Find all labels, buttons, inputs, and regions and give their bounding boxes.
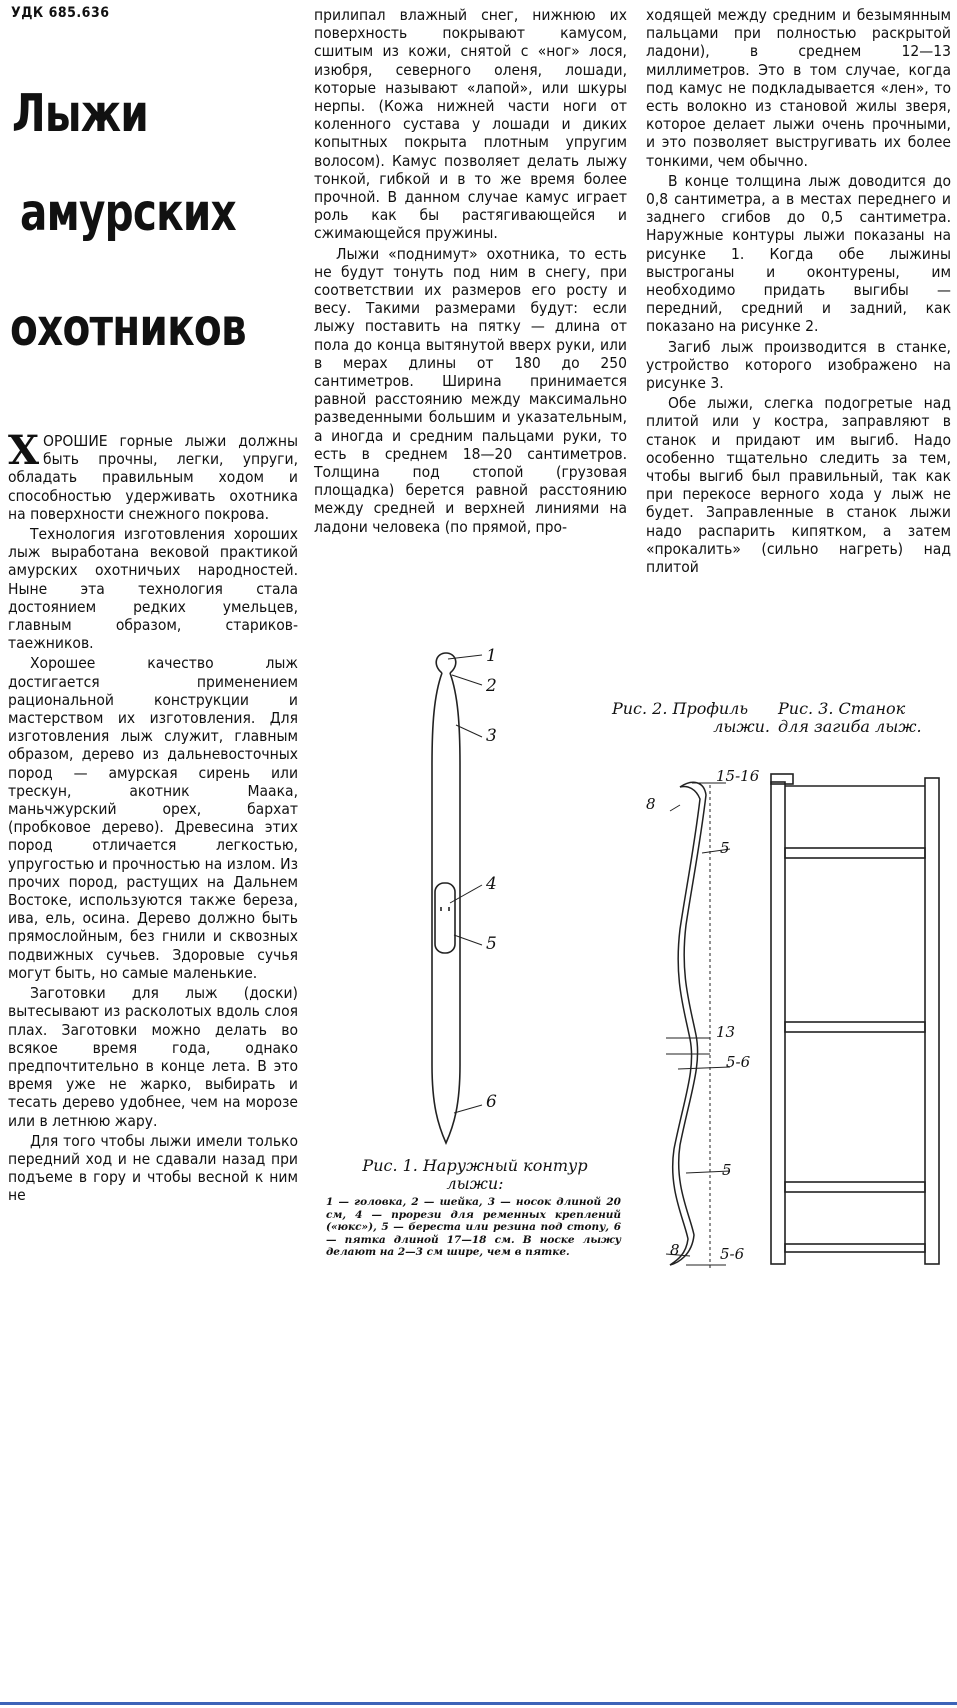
udk-code: УДК 685.636 — [11, 5, 110, 21]
fig1-label-4: 4 — [486, 874, 497, 894]
fig3-caption-line-1: Рис. 3. Станок — [778, 699, 906, 718]
fig2-dim-3: 5 — [720, 839, 730, 857]
fig1-label-3: 3 — [486, 726, 497, 746]
title-line-3: охотников — [10, 298, 246, 358]
fig1-caption-line-2: лыжи: — [446, 1174, 504, 1193]
fig2-dim-4: 13 — [716, 1023, 736, 1041]
title-line-2: амурских — [20, 183, 236, 243]
paragraph: Заготовки для лыж (доски) вытесывают из расколотых вдоль слоя плах. Заготовки можно делать во всякое время года, однако предпочтительно в конце лета. В это время уже не жарко, выбирать и тесать дерево удобнее, чем на морозе или в летнюю жару. — [8, 984, 298, 1130]
fig2-dim-1: 15-16 — [716, 767, 760, 785]
intro-text: ОРОШИЕ горные лыжи должны быть прочны, легки, упруги, обладать правильным ходом и способностью удерживать охотника на поверхности снежного покрова. — [8, 432, 298, 523]
paragraph: прилипал влажный снег, нижнюю их поверхность покрывают камусом, сшитым из кожи, снятой с «ног» лося, изюбря, северного оленя, лошади, которые называют «лапой», или шкуры нерпы. (Кожа нижней части ноги от коленного сустава у лошади и диких копытных покрыта плотным упругим волосом). Камус позволяет делать лыжу тонкой, гибкой и в то же время более прочной. В данном случае камус играет роль как бы растягивающейся и сжимающейся пружины. — [314, 6, 627, 243]
fig2-dim-6: 5 — [722, 1161, 732, 1179]
ski-profile-drawing — [630, 765, 770, 1275]
fig3-caption-line-2: для загиба лыж. — [778, 717, 922, 736]
fig2-dim-7: 8 — [670, 1241, 680, 1259]
fig1-caption-line-1: Рис. 1. Наружный контур — [362, 1156, 588, 1175]
fig1-legend: 1 — головка, 2 — шейка, 3 — носок длиной 20 см, 4 — прорези для ременных креплений («юкс»), 5 — береста или резина под стопу, 6 — пятка длиной 17—18 см. В носке лыжу делают на 2—3 см шире, чем в пятке. — [326, 1196, 621, 1258]
paragraph: В конце толщина лыж доводится до 0,8 сантиметра, а в местах переднего и заднего сгибов до 0,5 сантиметра. Наружные контуры лыжи показаны на рисунке 1. Когда обе лыжины выстроганы и оконтурены, им необходимо придать выгибы — передний, средний и задний, как показано на рисунке 2. — [646, 171, 951, 336]
fig2-dim-5: 5-6 — [726, 1053, 751, 1071]
paragraph: Хорошее качество лыж достигается применением рациональной конструкции и мастерством их изготовления. Для изготовления лыж служит, главным образом, дерево из дальневосточных пород — амурская сирень или трескун, акотник Маака, маньчжурский орех, бархат (пробковое дерево). Древесина этих пород отличается легкостью, упругостью и прочностью на излом. Из прочих пород, растущих на Дальнем Востоке, используются также береза, ива, ель, осина. Дерево должно быть прямослойным, без гнили и сквозных подвижных сучьев. Здоровые сучья могут быть, но самые маленькие. — [8, 654, 298, 982]
fig1-label-1: 1 — [486, 646, 497, 666]
article-column-2 — [314, 6, 627, 538]
fig2-caption-line-2: лыжи. — [713, 717, 770, 736]
title-line-1: Лыжи — [12, 84, 149, 144]
fig2-caption-line-1: Рис. 2. Профиль — [611, 699, 749, 718]
paragraph-intro — [8, 427, 298, 523]
drop-cap: Х — [8, 427, 40, 474]
fig2-dim-2: 8 — [646, 795, 656, 813]
paragraph: Технология изготовления хороших лыж выработана вековой практикой амурских охотничьих народностей. Ныне эта технология стала достоянием редких умельцев, главным образом, стариков-таежников. — [8, 525, 298, 653]
paragraph: Для того чтобы лыжи имели только передний ход и не сдавали назад при подъеме в гору и чтобы весной к ним не — [8, 1131, 298, 1205]
fig1-label-2: 2 — [486, 676, 497, 696]
fig1-label-5: 5 — [486, 934, 497, 954]
article-column-3 — [646, 6, 951, 578]
bottom-rule — [0, 1702, 957, 1705]
fig1-label-6: 6 — [486, 1092, 497, 1112]
article-column-1 — [8, 427, 298, 1207]
paragraph: Обе лыжи, слегка подогретые над плитой или у костра, заправляют в станок и придают им выгиб. Надо особенно тщательно следить за тем, чтобы выгиб был правильный, так как при перекосе верного хода у лыж не будет. Заправленные в станок лыжи надо распарить кипятком, а затем «прокалить» (сильно нагреть) над плитой — [646, 394, 951, 577]
ski-outline-drawing — [420, 645, 530, 1150]
bending-frame-drawing — [765, 772, 945, 1267]
paragraph: Лыжи «поднимут» охотника, то есть не будут тонуть под ним в снегу, при соответствии их размеров его росту и весу. Такими размерами будут: если лыжу поставить на пятку — длина от пола до конца вытянутой вверх руки, или в мерах длины от 180 до 250 сантиметров. Ширина принимается равной расстоянию между максимально разведенными большим и указательным, а иногда и средним пальцами руки, то есть в среднем 18—20 сантиметров. Толщина под стопой (грузовая площадка) берется равной расстоянию между средней и верхней линиями на ладони человека (по прямой, про- — [314, 244, 627, 536]
paragraph: Загиб лыж производится в станке, устройство которого изображено на рисунке 3. — [646, 337, 951, 393]
fig2-dim-8: 5-6 — [720, 1245, 745, 1263]
paragraph: ходящей между средним и безымянным пальцами при полностью раскрытой ладони), в среднем 12—13 миллиметров. Это в том случае, когда под камус не подкладывается «лен», то есть волокно из становой жилы зверя, которое делает лыжи очень прочными, и это позволяет выстругивать их более тонкими, чем обычно. — [646, 6, 951, 170]
